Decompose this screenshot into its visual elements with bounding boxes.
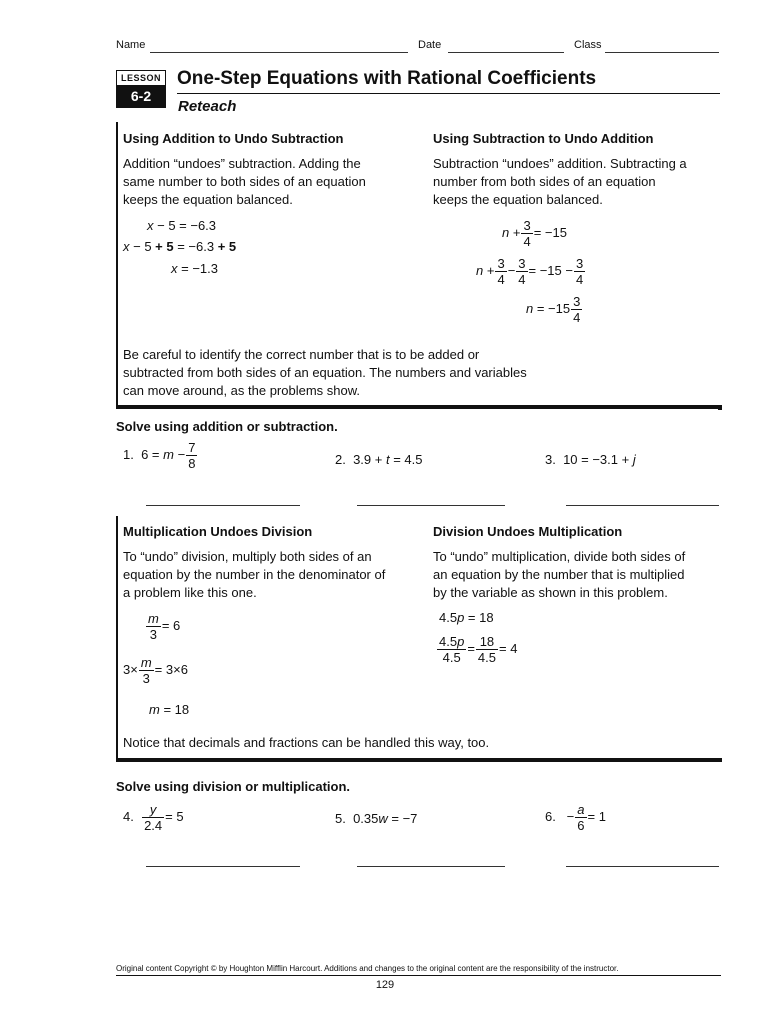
- box1-right-text: Subtraction “undoes” addition. Subtracting a number from both sides of an equation keeps the equation balanced.: [433, 156, 687, 207]
- problem-5: 5. 0.35w = −7: [335, 811, 418, 826]
- answer-blank-2[interactable]: [357, 505, 505, 506]
- box2-note: Notice that decimals and fractions can be handled this way, too.: [123, 735, 490, 750]
- name-label: Name: [116, 39, 146, 51]
- answer-blank-6[interactable]: [566, 866, 719, 867]
- box1-note: Be careful to identify the correct number that is to be added or subtracted from both sides of an equation. The numbers and variables can move around, as the problems show.: [123, 347, 527, 398]
- box2-left-heading: Multiplication Undoes Division: [123, 524, 313, 539]
- date-label: Date: [418, 39, 442, 51]
- equation-div-3: m = 18: [149, 702, 190, 717]
- answer-blank-3[interactable]: [566, 505, 719, 506]
- box1-bottom-border: [116, 405, 722, 409]
- equation-add-2: n + $\frac{3}{4}$ − $\frac{3}{4}$ = −15 − $\frac{3}{4}$: [476, 256, 584, 287]
- lesson-badge: [116, 70, 166, 108]
- problem-1: 1. 6 = m − $\frac{7}{8}$: [123, 440, 196, 471]
- lesson-title: One-Step Equations with Rational Coefficients: [177, 68, 597, 89]
- box1-left-text: Addition “undoes” subtraction. Adding the same number to both sides of an equation keeps the equation balanced.: [123, 156, 366, 207]
- box1-left-border: [116, 122, 118, 408]
- class-label: Class: [574, 39, 602, 51]
- box2-left-text: To “undo” division, multiply both sides of an equation by the number in the denominator of a problem like this one.: [123, 549, 386, 600]
- lesson-badge-number: 6-2: [117, 85, 165, 107]
- box1-right-border: [718, 405, 722, 410]
- answer-blank-5[interactable]: [357, 866, 505, 867]
- equation-add-1: n + $\frac{3}{4}$ = −15: [502, 218, 567, 249]
- answer-blank-1[interactable]: [146, 505, 300, 506]
- answer-blank-4[interactable]: [146, 866, 300, 867]
- box1-right-heading: Using Subtraction to Undo Addition: [433, 131, 654, 146]
- box2-left-border: [116, 516, 118, 761]
- class-blank[interactable]: [605, 52, 719, 53]
- problem-4: 4. $\frac{y}{2.4}$ = 5: [123, 802, 184, 833]
- equation-sub-1: x − 5 = −6.3: [147, 218, 217, 233]
- problem-6: 6. − $\frac{a}{6}$ = 1: [545, 802, 606, 833]
- box2-right-text: To “undo” multiplication, divide both sides of an equation by the number that is multiplied by the variable as shown in this problem.: [433, 549, 686, 600]
- name-blank[interactable]: [150, 52, 408, 53]
- lesson-badge-word: LESSON: [117, 71, 165, 85]
- box1-left-heading: Using Addition to Undo Subtraction: [123, 131, 344, 146]
- problem-2: 2. 3.9 + t = 4.5: [335, 452, 423, 467]
- section2-heading: Solve using division or multiplication.: [116, 779, 351, 794]
- equation-mul-2: $\frac{4.5p}{4.5}$ = $\frac{18}{4.5}$ = 4: [439, 634, 518, 665]
- footer-rule: [116, 975, 721, 976]
- equation-add-3: n = −15 $\frac{3}{4}$: [526, 294, 581, 325]
- lesson-subtitle: Reteach: [178, 98, 237, 115]
- equation-sub-3: x = −1.3: [171, 261, 218, 276]
- copyright-text: Original content Copyright © by Houghton Mifflin Harcourt. Additions and changes to the original content are the responsibility of the instructor.: [116, 964, 619, 973]
- equation-mul-1: 4.5p = 18: [439, 610, 494, 625]
- section1-heading: Solve using addition or subtraction.: [116, 419, 338, 434]
- box2-bottom-border: [116, 758, 722, 762]
- page-number: 129: [375, 979, 395, 991]
- box2-right-border: [718, 758, 722, 762]
- title-rule: [177, 93, 720, 94]
- problem-3: 3. 10 = −3.1 + j: [545, 452, 636, 467]
- date-blank[interactable]: [448, 52, 564, 53]
- equation-div-1: $\frac{m}{3}$ = 6: [148, 611, 181, 642]
- equation-div-2: 3× $\frac{m}{3}$ = 3×6: [123, 655, 188, 686]
- box2-right-heading: Division Undoes Multiplication: [433, 524, 623, 539]
- equation-sub-2: x − 5 + 5 = −6.3 + 5: [123, 239, 237, 254]
